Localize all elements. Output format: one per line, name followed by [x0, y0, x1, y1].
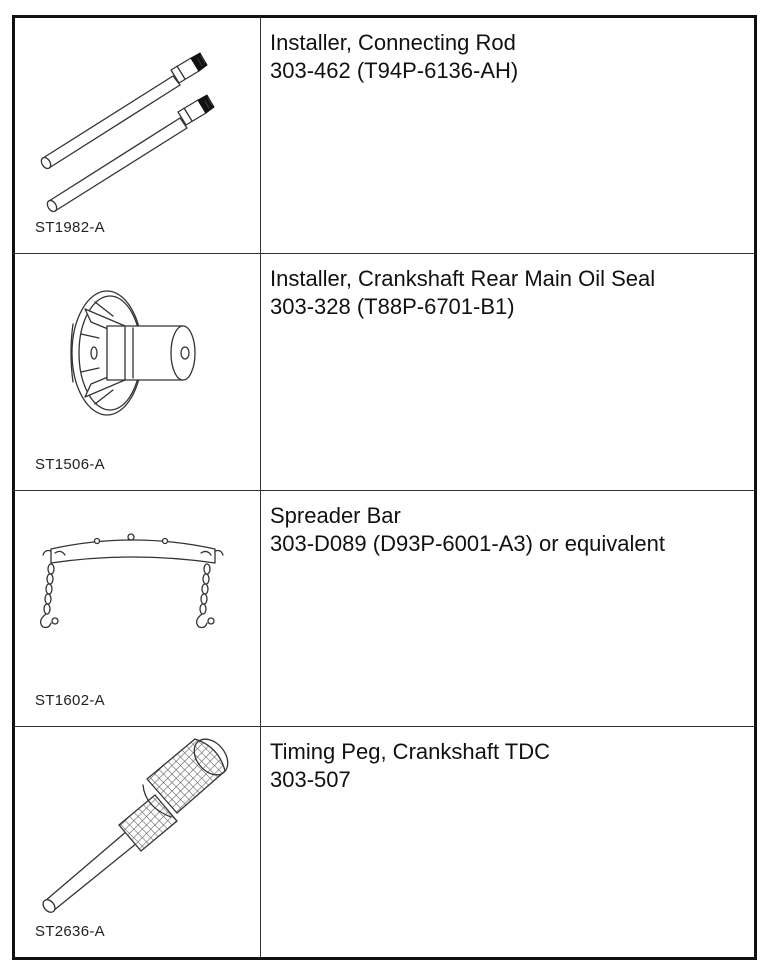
table-row: [15, 491, 754, 727]
tool-description-cell: [261, 254, 754, 490]
tool-illustration-reference: ST1982-A: [35, 219, 105, 236]
tool-number: 303-D089 (D93P-6001-A3) or equivalent: [270, 531, 666, 556]
special-tools-table: [12, 15, 757, 960]
tool-illustration-reference: ST1602-A: [35, 692, 105, 709]
tool-illustration-reference: ST2636-A: [35, 923, 105, 940]
tool-number: 303-462 (T94P-6136-AH): [270, 58, 519, 83]
tool-illustration-cell: [15, 491, 261, 726]
tool-illustration-reference: ST1506-A: [35, 456, 105, 473]
tool-description-cell: [261, 727, 754, 957]
tool-name: Spreader Bar: [270, 503, 401, 528]
tool-name: Installer, Connecting Rod: [270, 30, 516, 55]
table-row: [15, 727, 754, 957]
tool-description-cell: [261, 491, 754, 726]
table-row: [15, 18, 754, 254]
tool-number: 303-328 (T88P-6701-B1): [270, 294, 515, 319]
tool-illustration-cell: [15, 254, 261, 490]
table-row: [15, 254, 754, 491]
tool-illustration-cell: [15, 18, 261, 253]
tool-illustration-cell: [15, 727, 261, 957]
tool-name: Timing Peg, Crankshaft TDC: [270, 739, 550, 764]
tool-number: 303-507: [270, 767, 351, 792]
tool-name: Installer, Crankshaft Rear Main Oil Seal: [270, 266, 656, 291]
tool-description-cell: [261, 18, 754, 253]
